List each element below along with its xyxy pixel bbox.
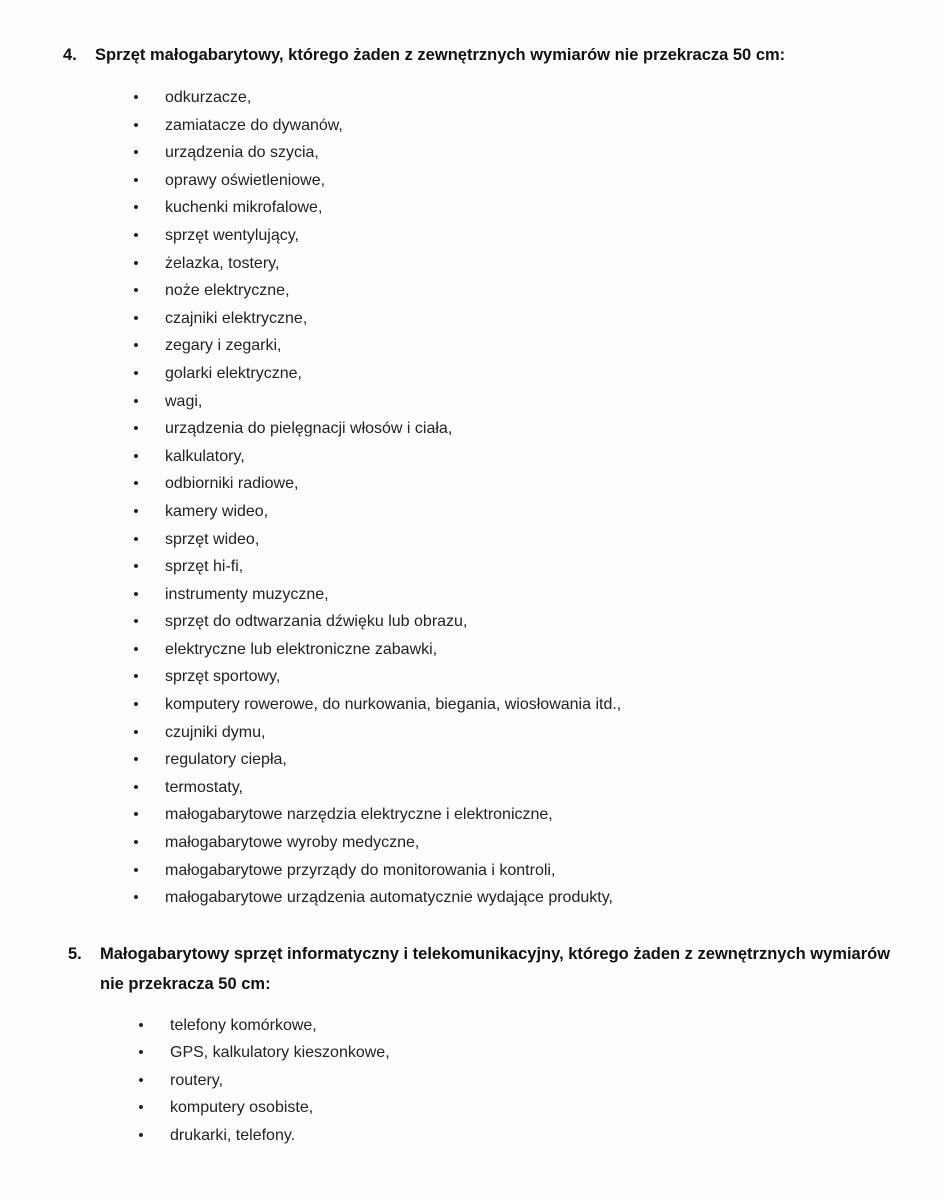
list-item-text: komputery osobiste,	[170, 1099, 314, 1117]
list-item-text: komputery rowerowe, do nurkowania, biegania, wiosłowania itd.,	[165, 696, 622, 714]
bullet-icon: •	[133, 254, 139, 272]
list-item-text: odkurzacze,	[165, 89, 252, 106]
list-item-text: sprzęt sportowy,	[165, 668, 281, 686]
list-item-text: regulatory ciepła,	[165, 751, 287, 769]
list-item-text: instrumenty muzyczne,	[165, 585, 329, 603]
bullet-icon: •	[133, 530, 139, 548]
bullet-icon: •	[133, 282, 139, 300]
bullet-icon: •	[138, 1099, 144, 1117]
bullet-icon: •	[133, 861, 139, 879]
list-item-text: zegary i zegarki,	[165, 337, 282, 355]
bullet-icon: •	[133, 889, 139, 907]
bullet-icon: •	[133, 640, 139, 658]
bullet-icon: •	[133, 475, 139, 493]
list-item-text: termostaty,	[165, 778, 243, 796]
list-item-text: żelazka, tostery,	[165, 254, 280, 272]
bullet-icon: •	[133, 116, 139, 134]
list-item-text: kuchenki mikrofalowe,	[165, 199, 323, 217]
list-item-text: czajniki elektryczne,	[165, 309, 308, 327]
bullet-icon: •	[133, 420, 139, 438]
section-5	[68, 939, 918, 1144]
list-item-text: GPS, kalkulatory kieszonkowe,	[170, 1044, 390, 1062]
list-item-text: urządzenia do szycia,	[165, 144, 319, 162]
list-item-text: kalkulatory,	[165, 447, 245, 465]
list-item-text: urządzenia do pielęgnacji włosów i ciała,	[165, 420, 453, 438]
bullet-icon: •	[133, 89, 139, 106]
bullet-icon: •	[133, 502, 139, 520]
bullet-icon: •	[133, 668, 139, 686]
list-item-text: golarki elektryczne,	[165, 364, 302, 382]
list-item-text: routery,	[170, 1071, 224, 1089]
list-item-text: drukarki, telefony.	[170, 1126, 296, 1144]
list-item-text: czujniki dymu,	[165, 723, 266, 741]
bullet-icon: •	[133, 806, 139, 824]
list-item-text: wagi,	[165, 392, 203, 410]
list-item-text: małogabarytowe narzędzia elektryczne i elektroniczne,	[165, 806, 553, 824]
section-4	[63, 40, 923, 907]
section-4-number: 4.	[63, 46, 77, 64]
bullet-icon: •	[138, 1044, 144, 1062]
list-item-text: odbiorniki radiowe,	[165, 475, 299, 493]
bullet-icon: •	[133, 751, 139, 769]
section-4-title: Sprzęt małogabarytowy, którego żaden z zewnętrznych wymiarów nie przekracza 50 cm:	[95, 46, 786, 64]
bullet-icon: •	[133, 144, 139, 162]
list-item-text: małogabarytowe wyroby medyczne,	[165, 834, 420, 852]
bullet-icon: •	[133, 309, 139, 327]
bullet-icon: •	[133, 226, 139, 244]
list-item-text: małogabarytowe urządzenia automatycznie wydające produkty,	[165, 889, 613, 907]
bullet-icon: •	[133, 447, 139, 465]
bullet-icon: •	[133, 558, 139, 576]
list-item-text: sprzęt wentylujący,	[165, 226, 299, 244]
section-4-heading	[63, 40, 923, 70]
list-item-text: elektryczne lub elektroniczne zabawki,	[165, 640, 438, 658]
section-5-heading	[68, 939, 918, 999]
section-5-number: 5.	[68, 945, 82, 963]
bullet-icon: •	[133, 613, 139, 631]
list-item-text: sprzęt do odtwarzania dźwięku lub obrazu,	[165, 613, 468, 631]
list-item-text: sprzęt hi-fi,	[165, 558, 244, 576]
bullet-icon: •	[133, 392, 139, 410]
bullet-icon: •	[133, 723, 139, 741]
list-item-text: oprawy oświetleniowe,	[165, 171, 326, 189]
bullet-icon: •	[138, 1071, 144, 1089]
bullet-icon: •	[133, 696, 139, 714]
list-item-text: telefony komórkowe,	[170, 1017, 317, 1034]
bullet-icon: •	[133, 778, 139, 796]
bullet-icon: •	[133, 199, 139, 217]
bullet-icon: •	[138, 1126, 144, 1144]
list-item-text: zamiatacze do dywanów,	[165, 116, 343, 134]
list-item-text: małogabarytowe przyrządy do monitorowania i kontroli,	[165, 861, 556, 879]
bullet-icon: •	[133, 337, 139, 355]
bullet-icon: •	[133, 364, 139, 382]
section-5-title: Małogabarytowy sprzęt informatyczny i telekomunikacyjny, którego żaden z zewnętrznych wymiarów nie przekracza 50 cm:	[100, 945, 891, 993]
list-item-text: sprzęt wideo,	[165, 530, 260, 548]
bullet-icon: •	[133, 834, 139, 852]
list-item-text: noże elektryczne,	[165, 282, 290, 300]
bullet-icon: •	[133, 585, 139, 603]
bullet-icon: •	[133, 171, 139, 189]
list-item-text: kamery wideo,	[165, 502, 269, 520]
bullet-icon: •	[138, 1017, 144, 1034]
